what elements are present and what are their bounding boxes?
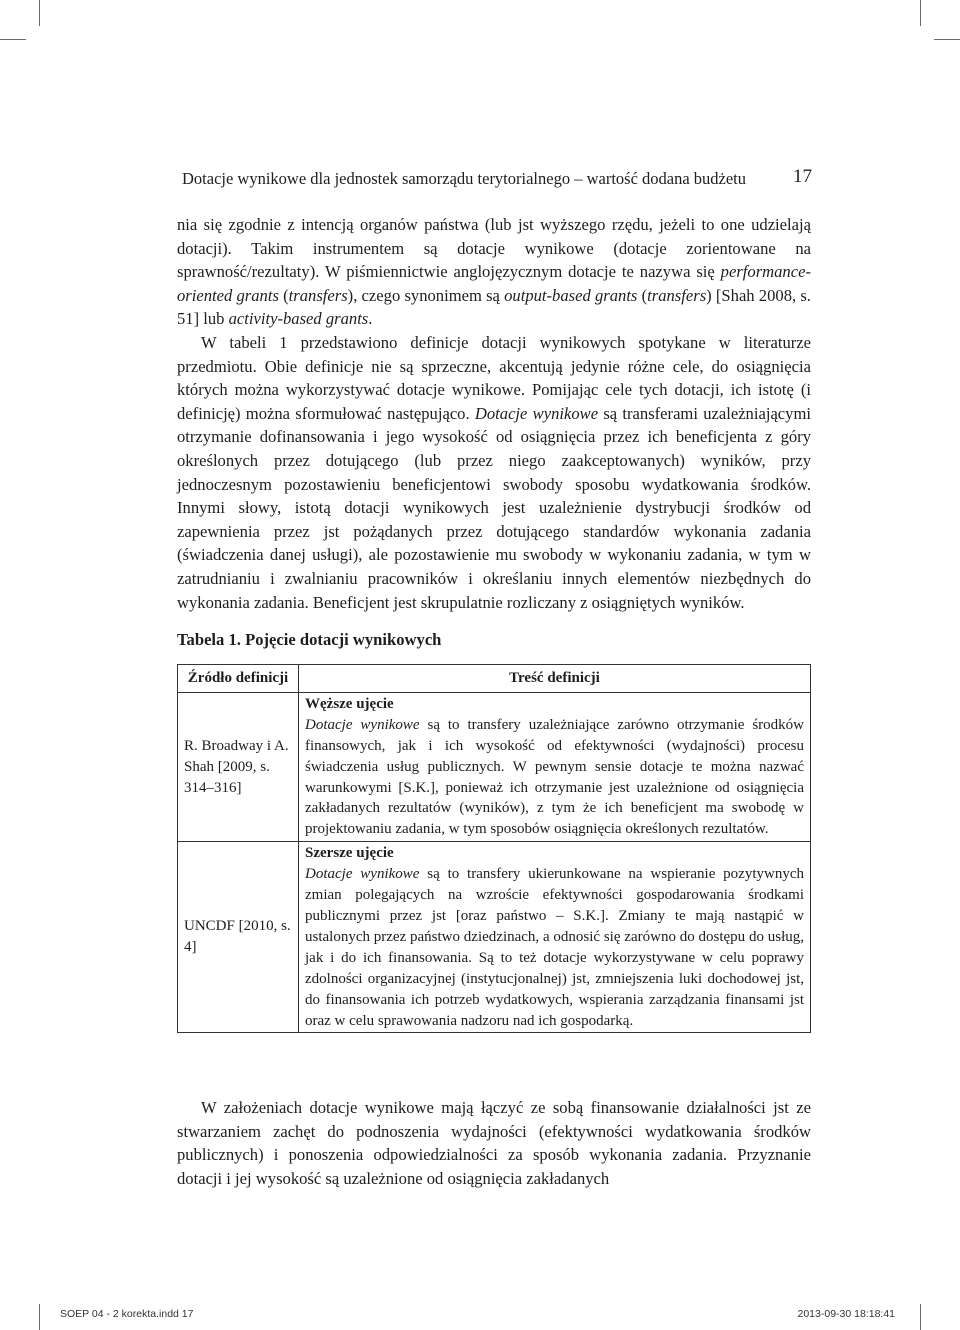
- italic-term: activity-based grants: [228, 309, 369, 329]
- text-run: są to transfery uzależniające zarówno otrzymanie środków finansowych, jak i ich wysokość od efektywności (wydajności) procesu świadczenia usług publicznych. W pewnym sensie dotacje te można nazwać warunkowymi [S.K.], ponieważ ich otrzymanie jest uzależnione od osiągnięcia zakładanych rezultatów (wyników), z tym że ich beneficjent ma swobodę w projektowaniu zadania, w tym sposobów osiągnięcia określonych rezultatów.: [305, 716, 804, 838]
- text-run: są transferami uzależniającymi otrzymanie dofinansowania i jego wysokość od osiągnięcia przez ich beneficjenta z góry określonych przez dotującego (lub przez niego zaakceptowanych) wyników, przy jednoczesnym pozostawieniu beneficjentowi swobody sposobu wydatkowania środków. Innymi słowy, istotą dotacji wynikowych jest uzależnienie dystrybucji środków od zapewnienia przez jst pożądanych przez dotującego standardów wykonania zadania (świadczenia danej usługi), ale pozostawienie mu swobody w wykonaniu zadania, w tym w zatrudnianiu i zwalnianiu pracowników i określaniu innych elementów niezbędnych do wykonania zadania. Beneficjent jest skrupulatnie rozliczany z osiągniętych wyników.: [177, 403, 811, 612]
- text-run: ) [Shah 2008, s. 51] lub: [177, 285, 811, 329]
- definitions-table: [177, 664, 811, 1033]
- running-title: Dotacje wynikowe dla jednostek samorządu terytorialnego – wartość dodana budżetu: [182, 169, 747, 188]
- italic-term: output-based grants: [504, 285, 638, 305]
- table-header-row: [178, 665, 811, 693]
- italic-term: Dotacje wynikowe: [305, 866, 420, 883]
- cell-definition: [299, 692, 811, 841]
- italic-term: Dotacje wynikowe: [474, 403, 599, 423]
- crop-mark-top-right-v: [920, 0, 921, 26]
- text-run: ), czego synonimem są: [347, 285, 505, 305]
- crop-mark-top-right-h: [934, 39, 960, 40]
- definition-label: Węższe ujęcie: [305, 695, 394, 712]
- table-row: [178, 692, 811, 841]
- text-run: nia się zgodnie z intencją organów państwa (lub jst wyższego rzędu, jeżeli to one udzielają dotacji). Takim instrumentem są dotacje wynikowe (dotacje zorientowane na sprawność/rezultaty). W piśmiennictwie anglojęzycznym dotacje te nazywa się: [177, 215, 811, 282]
- header-content: Treść definicji: [299, 665, 811, 693]
- italic-term: transfers: [647, 285, 707, 305]
- crop-mark-bottom-left-v: [39, 1304, 40, 1330]
- table-row: [178, 842, 811, 1033]
- paragraph-2: [177, 331, 811, 614]
- body-text: [177, 213, 811, 614]
- running-header: [182, 168, 812, 190]
- crop-mark-bottom-right-v: [920, 1304, 921, 1330]
- crop-mark-top-left-v: [39, 0, 40, 26]
- italic-term: transfers: [288, 285, 348, 305]
- header-source: Źródło definicji: [178, 665, 299, 693]
- text-run: (: [637, 285, 648, 305]
- slug-timestamp: 2013-09-30 18:18:41: [797, 1308, 895, 1320]
- slug-file: SOEP 04 - 2 korekta.indd 17: [60, 1308, 194, 1320]
- text-run: (: [278, 285, 289, 305]
- paragraph-1: [177, 213, 811, 331]
- crop-mark-top-left-h: [0, 39, 26, 40]
- page-number: 17: [793, 166, 812, 187]
- text-run: są to transfery ukierunkowane na wspieranie pozytywnych zmian polegających na wzroście efektywności gospodarowania środkami publicznymi przez jst [oraz państwo – S.K.]. Zmiany te mają nastąpić w ustalonych przez państwo dziedzinach, a odnosić się zarówno do dostępu do usług, jak i do ich finansowania. Są to też dotacje wykorzystywane w celu poprawy zdolności organizacyjnej (instytucjonalnej) jst, zmniejszenia luki dochodowej jst, do finansowania ich potrzeb wydatkowych, wspierania zarządzania finansami jst oraz w celu sprawowania nadzoru nad ich gospodarką.: [305, 866, 804, 1029]
- cell-source: R. Broadway i A. Shah [2009, s. 314–316]: [178, 692, 299, 841]
- table-caption: Tabela 1. Pojęcie dotacji wynikowych: [177, 630, 442, 649]
- definition-label: Szersze ujęcie: [305, 845, 394, 862]
- definition-text: [305, 715, 804, 840]
- text-run: W tabeli 1 przedstawiono definicje dotacji wynikowych spotykane w literaturze przedmiotu. Obie definicje nie są sprzeczne, akcentują jedynie różne cele, do osiągnięcia których można wykorzystywać dotacje wynikowe. Pomijając cele tych dotacji, ich istotę (i definicję) można sformułować następująco.: [177, 332, 811, 423]
- text-run: .: [368, 309, 373, 329]
- definition-text: [305, 864, 804, 1031]
- closing-paragraph: W założeniach dotacje wynikowe mają łączyć ze sobą finansowanie działalności jst ze stwarzaniem zachęt do podnoszenia wydajności (efektywności wydatkowania środków publicznych) i ponoszenia odpowiedzialności za sposób wykonania zadania. Przyznanie dotacji i jej wysokość są uzależnione od osiągnięcia zakładanych: [177, 1098, 811, 1188]
- italic-term: performance-oriented grants: [177, 262, 811, 305]
- cell-source: UNCDF [2010, s. 4]: [178, 842, 299, 1033]
- italic-term: Dotacje wynikowe: [305, 716, 420, 733]
- cell-definition: [299, 842, 811, 1033]
